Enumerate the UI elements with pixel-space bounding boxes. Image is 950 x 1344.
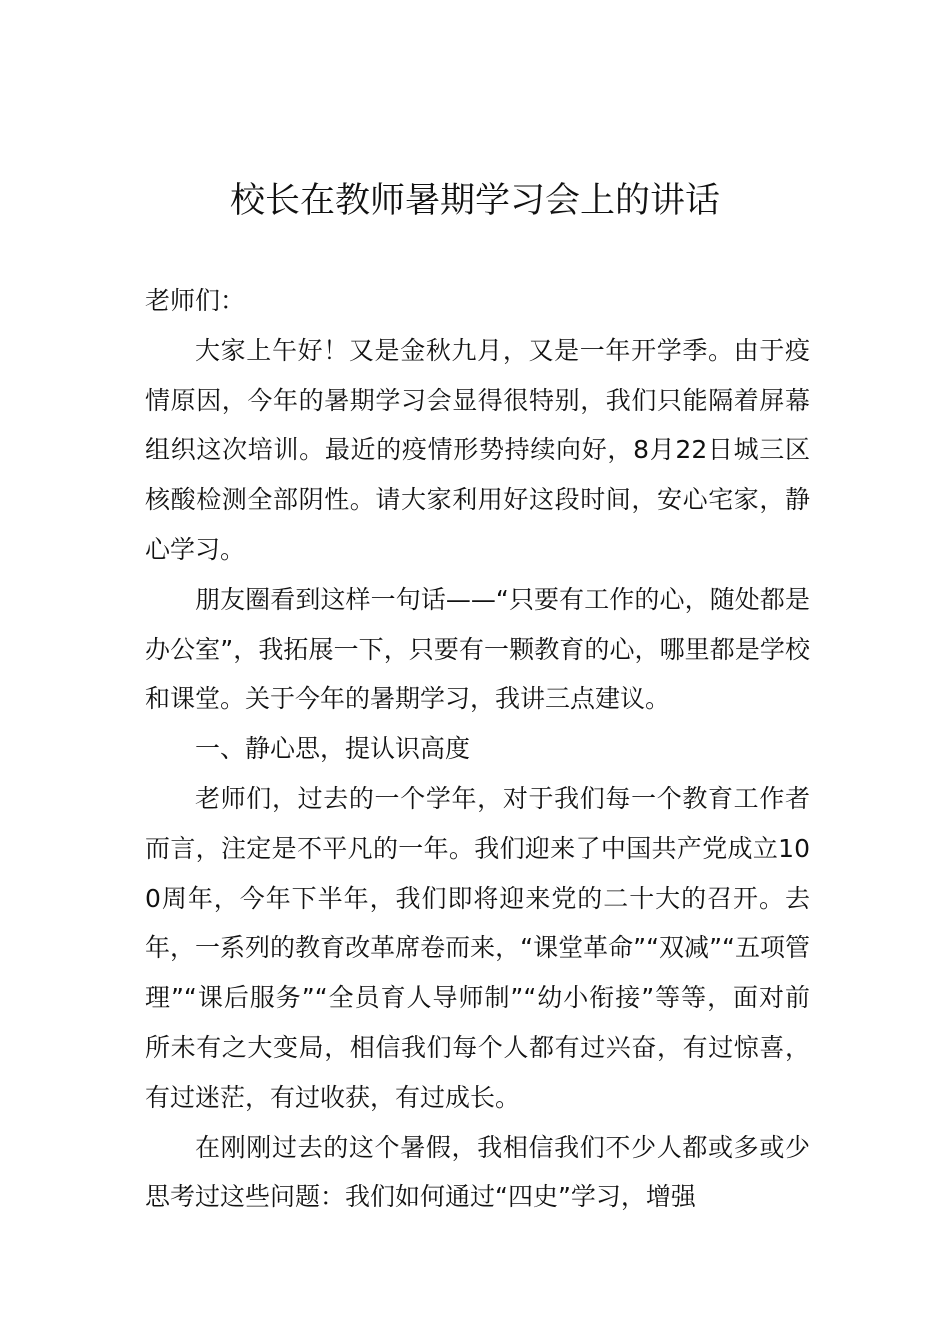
section-heading-1: 一、静心思，提认识高度: [195, 734, 471, 764]
salutation: 老师们：: [145, 286, 246, 315]
paragraph-summer-reflection: 在刚刚过去的这个暑假，我相信我们不少人都或多或少思考过这些问题：我们如何通过“四史”学习，增强: [145, 1132, 810, 1212]
document-body: [145, 276, 810, 1222]
document-title: 校长在教师暑期学习会上的讲话: [229, 181, 720, 221]
paragraph-quote: 朋友圈看到这样一句话——“只要有工作的心，随处都是办公室”，我拓展一下，只要有一颗教育的心，哪里都是学校和课堂。关于今年的暑期学习，我讲三点建议。: [145, 584, 810, 714]
paragraph-past-year: 老师们，过去的一个学年，对于我们每一个教育工作者而言，注定是不平凡的一年。我们迎来了中国共产党成立100周年，今年下半年，我们即将迎来党的二十大的召开。去年，一系列的教育改革席卷而来，“课堂革命”“双减”“五项管理”“课后服务”“全员育人导师制”“幼小衔接”等等，面对前所未有之大变局，相信我们每个人都有过兴奋，有过惊喜，有过迷茫，有过收获，有过成长。: [145, 783, 810, 1112]
paragraph-opening: 大家上午好！又是金秋九月，又是一年开学季。由于疫情原因，今年的暑期学习会显得很特别，我们只能隔着屏幕组织这次培训。最近的疫情形势持续向好，8月22日城三区核酸检测全部阴性。请大家利用好这段时间，安心宅家，静心学习。: [145, 335, 810, 564]
